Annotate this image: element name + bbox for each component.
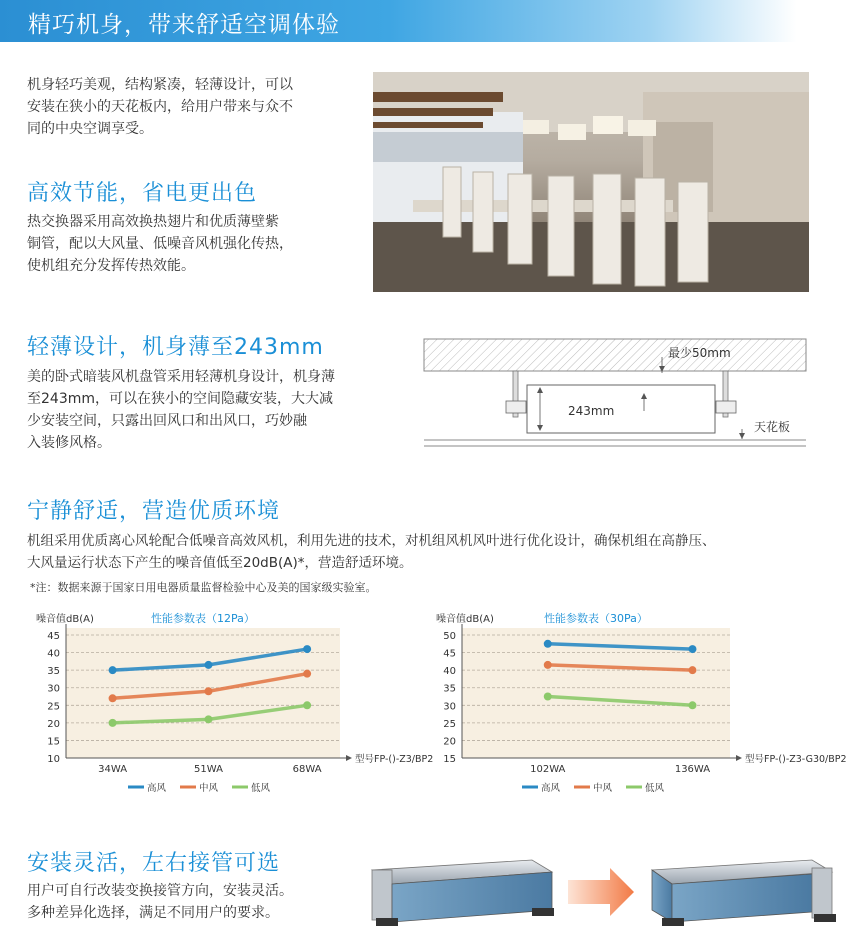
- chart-title: 性能参数表（12Pa）: [151, 612, 255, 625]
- arrow-right-icon: [568, 868, 634, 916]
- thin-line: 至243mm，可以在狭小的空间隐藏安装，大大减: [27, 391, 333, 407]
- min-gap-label: 最少50mm: [668, 346, 731, 360]
- y-tick-label: 35: [443, 683, 456, 695]
- x-axis-title: 型号FP-()-Z3/BP2: [355, 754, 434, 765]
- y-tick-label: 45: [443, 648, 456, 660]
- y-tick-label: 45: [47, 631, 60, 643]
- legend-label: 高风: [147, 783, 167, 794]
- height-label: 243mm: [568, 404, 615, 418]
- efficiency-heading: 高效节能，省电更出色: [27, 181, 258, 206]
- thin-line: 美的卧式暗装风机盘管采用轻薄机身设计，机身薄: [27, 369, 335, 385]
- data-source-note: *注：数据来源于国家日用电器质量监督检验中心及美的国家级实验室。: [30, 581, 377, 594]
- intro-line: 安装在狭小的天花板内，给用户带来与众不: [27, 99, 293, 115]
- x-tick-label: 68WA: [292, 764, 322, 775]
- noise-chart-30pa: [430, 610, 860, 800]
- efficiency-text: [27, 211, 357, 277]
- y-axis-title: 噪音值dB(A): [36, 614, 94, 625]
- legend-label: 低风: [251, 783, 271, 794]
- x-axis-arrow: [736, 755, 742, 761]
- page-title: 精巧机身，带来舒适空调体验: [28, 12, 340, 38]
- data-point: [204, 687, 212, 695]
- intro-line: 机身轻巧美观，结构紧凑，轻薄设计，可以: [27, 77, 293, 93]
- fan-coil-left: [372, 860, 554, 926]
- legend-label: 高风: [541, 783, 561, 794]
- y-tick-label: 35: [47, 666, 60, 678]
- data-point: [303, 645, 311, 653]
- install-text: [27, 880, 357, 924]
- ceiling-label: 天花板: [754, 420, 791, 434]
- pipe-direction-illustration: [362, 852, 852, 932]
- y-tick-label: 25: [443, 718, 456, 730]
- data-point: [544, 640, 552, 648]
- dining-room-photo: [373, 72, 809, 292]
- y-tick-label: 25: [47, 701, 60, 713]
- dining-room-illustration: [373, 72, 809, 292]
- quiet-line: 机组采用优质离心风轮配合低噪音高效风机，利用先进的技术，对机组风机风叶进行优化设计，确保机组在高静压、: [27, 533, 716, 549]
- header-bar: [0, 0, 866, 42]
- y-tick-label: 40: [47, 648, 60, 660]
- x-axis-title: 型号FP-()-Z3-G30/BP2: [745, 754, 847, 765]
- y-tick-label: 20: [443, 736, 456, 748]
- efficiency-line: 铜管，配以大风量、低噪音风机强化传热，: [27, 236, 293, 252]
- install-line: 用户可自行改装变换接管方向，安装灵活。: [27, 883, 293, 899]
- data-point: [544, 693, 552, 701]
- x-tick-label: 136WA: [674, 764, 711, 775]
- data-point: [109, 719, 117, 727]
- data-point: [688, 666, 696, 674]
- y-tick-label: 15: [47, 736, 60, 748]
- intro-line: 同的中央空调享受。: [27, 121, 153, 137]
- y-tick-label: 15: [443, 754, 456, 765]
- quiet-line: 大风量运行状态下产生的噪音值低至20dB(A)*，营造舒适环境。: [27, 555, 413, 571]
- y-tick-label: 40: [443, 666, 456, 678]
- legend-label: 低风: [645, 783, 665, 794]
- y-tick-label: 10: [47, 754, 60, 765]
- data-point: [204, 715, 212, 723]
- efficiency-line: 使机组充分发挥传热效能。: [27, 258, 195, 274]
- install-line: 多种差异化选择，满足不同用户的要求。: [27, 905, 279, 921]
- fan-coil-right: [652, 860, 836, 926]
- y-tick-label: 30: [47, 683, 60, 695]
- thin-line: 入装修风格。: [27, 435, 111, 451]
- y-tick-label: 20: [47, 718, 60, 730]
- data-point: [303, 701, 311, 709]
- y-axis-title: 噪音值dB(A): [436, 614, 494, 625]
- thin-heading: 轻薄设计，机身薄至243mm: [27, 335, 324, 360]
- quiet-text: [27, 530, 847, 574]
- quiet-heading: 宁静舒适，营造优质环境: [27, 499, 281, 524]
- x-axis-arrow: [346, 755, 352, 761]
- data-point: [204, 661, 212, 669]
- data-point: [688, 701, 696, 709]
- concrete-slab: [424, 339, 806, 371]
- install-heading: 安装灵活，左右接管可选: [27, 851, 281, 876]
- intro-text: [27, 74, 357, 140]
- fan-coil-unit: [527, 385, 715, 433]
- installation-diagram: [422, 337, 808, 457]
- y-tick-label: 50: [443, 631, 456, 643]
- efficiency-line: 热交换器采用高效换热翅片和优质薄壁紫: [27, 214, 279, 230]
- data-point: [303, 670, 311, 678]
- y-tick-label: 30: [443, 701, 456, 713]
- chart-title: 性能参数表（30Pa）: [544, 612, 648, 625]
- x-tick-label: 102WA: [530, 764, 566, 775]
- legend-label: 中风: [593, 783, 613, 794]
- legend-label: 中风: [199, 783, 219, 794]
- data-point: [109, 694, 117, 702]
- data-point: [109, 666, 117, 674]
- data-point: [688, 645, 696, 653]
- thin-line: 少安装空间，只露出回风口和出风口，巧妙融: [27, 413, 307, 429]
- noise-chart-12pa: [30, 610, 440, 800]
- x-tick-label: 51WA: [194, 764, 223, 775]
- thin-text: [27, 366, 387, 454]
- x-tick-label: 34WA: [98, 764, 128, 775]
- data-point: [544, 661, 552, 669]
